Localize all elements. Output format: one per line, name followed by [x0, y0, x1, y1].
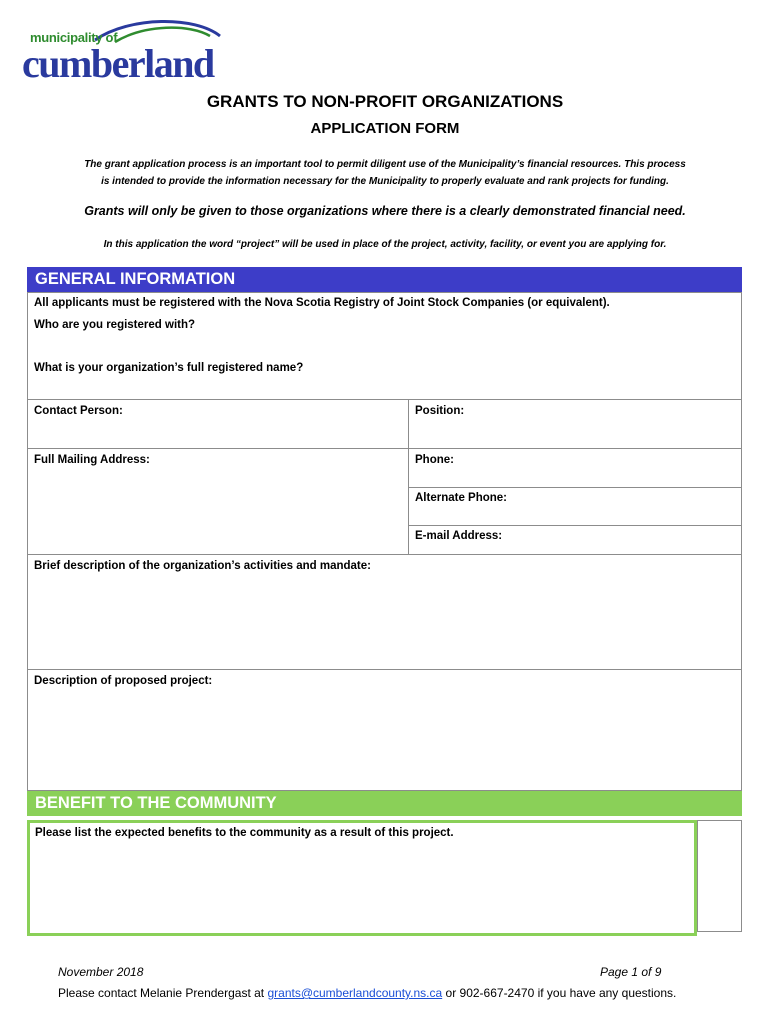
contact-prefix: Please contact Melanie Prendergast at [58, 986, 268, 1000]
logo-big-text: cumberland [22, 41, 214, 86]
general-information-heading: GENERAL INFORMATION [27, 267, 742, 292]
footer-page-number: Page 1 of 9 [600, 965, 662, 979]
alternate-phone-label: Alternate Phone: [415, 492, 508, 504]
intro-line-1: The grant application process is an important tool to permit diligent use of the Municipality’s financial resources. This process [84, 159, 686, 170]
mailing-address-field[interactable] [27, 448, 409, 555]
project-definition-note: In this application the word “project” will be used in place of the project, activity, facility, or event you are applying for. [103, 239, 667, 250]
page-title: GRANTS TO NON-PROFIT ORGANIZATIONS [206, 92, 564, 111]
position-field[interactable] [408, 399, 742, 449]
position-label: Position: [415, 405, 465, 417]
footer-contact [58, 986, 676, 1000]
page-subtitle: APPLICATION FORM [310, 120, 460, 137]
full-name-label: What is your organization’s full registered name? [34, 362, 304, 374]
phone-label: Phone: [415, 454, 454, 466]
registration-box[interactable] [27, 292, 742, 400]
intro-line-2: is intended to provide the information necessary for the Municipality to properly evaluate and rank projects for funding. [101, 176, 669, 187]
project-description-field[interactable] [27, 669, 742, 791]
mailing-address-label: Full Mailing Address: [34, 454, 150, 466]
contact-suffix: or 902-667-2470 if you have any questions. [442, 986, 677, 1000]
email-label: E-mail Address: [415, 530, 503, 542]
email-field[interactable] [408, 525, 742, 555]
intro-text [50, 156, 720, 190]
alternate-phone-field[interactable] [408, 487, 742, 526]
logo-small-text: municipality of [30, 30, 118, 45]
benefits-prompt: Please list the expected benefits to the community as a result of this project. [35, 827, 454, 839]
financial-need-notice: Grants will only be given to those organizations where there is a clearly demonstrated financial need. [84, 204, 686, 218]
benefit-heading: BENEFIT TO THE COMMUNITY [27, 791, 742, 816]
activities-field[interactable] [27, 554, 742, 670]
project-description-label: Description of proposed project: [34, 675, 213, 687]
contact-person-field[interactable] [27, 399, 409, 449]
phone-field[interactable] [408, 448, 742, 488]
registration-note: All applicants must be registered with the Nova Scotia Registry of Joint Stock Companies (or equivalent). [34, 297, 610, 309]
benefits-field[interactable] [27, 820, 697, 936]
registered-with-label: Who are you registered with? [34, 319, 196, 331]
municipality-logo [20, 18, 230, 98]
contact-person-label: Contact Person: [34, 405, 123, 417]
footer-date: November 2018 [58, 965, 144, 979]
benefits-side-cell [697, 820, 742, 932]
activities-label: Brief description of the organization’s activities and mandate: [34, 560, 371, 572]
contact-email-link[interactable]: grants@cumberlandcounty.ns.ca [267, 986, 443, 1000]
